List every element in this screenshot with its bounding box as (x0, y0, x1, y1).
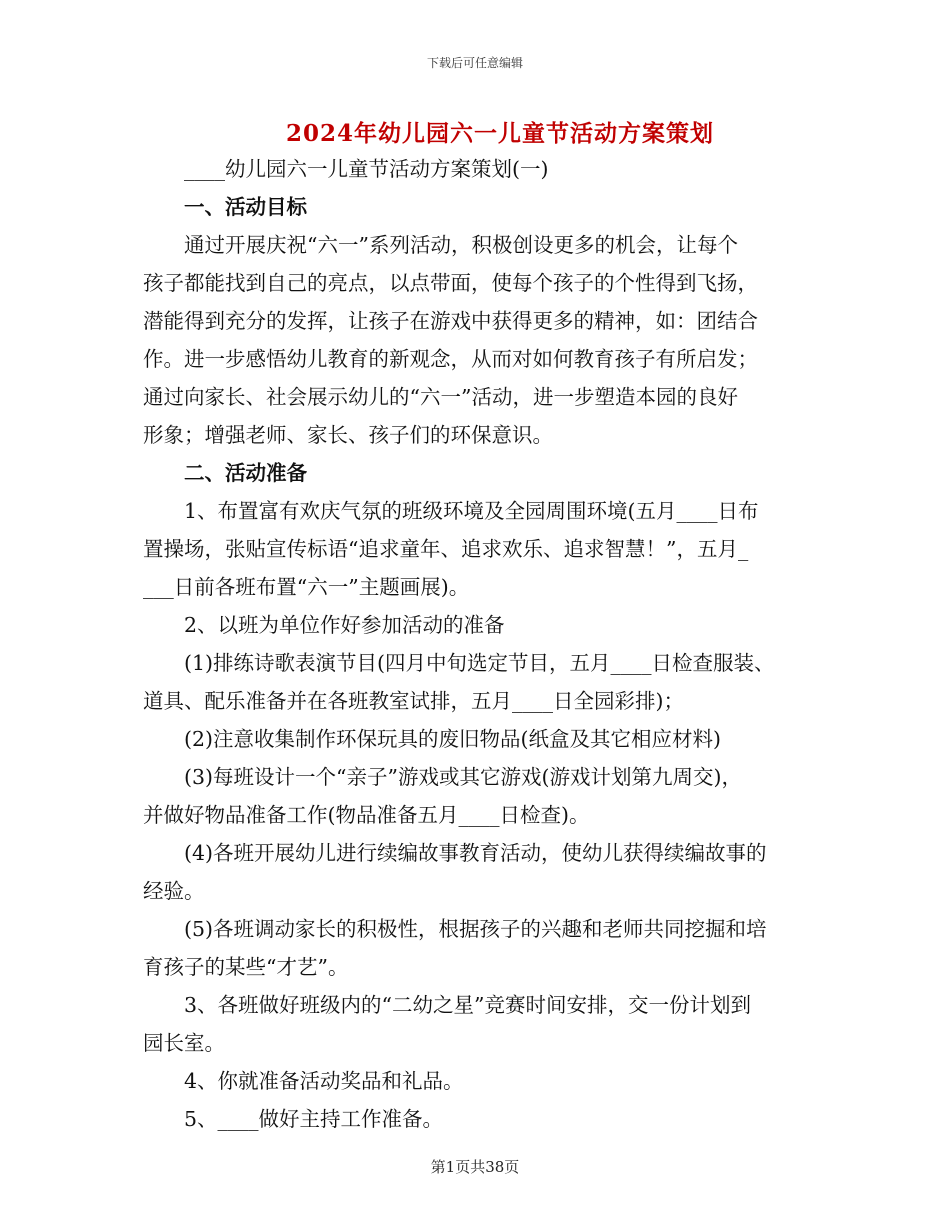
text-line: 通过向家长、社会展示幼儿的“六一”活动，进一步塑造本园的良好 (143, 385, 738, 409)
header-note: 下载后可任意编辑 (426, 56, 523, 70)
section-1-heading: 一、活动目标 (184, 195, 307, 219)
text-line: (3)每班设计一个“亲子”游戏或其它游戏(游戏计划第九周交)， (184, 765, 742, 789)
text-line: 园长室。 (143, 1031, 225, 1055)
sub-item-4-paragraph (143, 834, 813, 910)
item-3-paragraph (143, 986, 813, 1062)
page-number-footer: 第1页共38页 (430, 1158, 520, 1176)
text-line: 置操场，张贴宣传标语“追求童年、追求欢乐、追求智慧！”，五月_ (143, 537, 749, 561)
text-line: 作。进一步感悟幼儿教育的新观念，从而对如何教育孩子有所启发； (143, 347, 758, 371)
sub-item-1-paragraph (143, 644, 813, 720)
document-body (143, 150, 813, 1138)
text-line: 育孩子的某些“才艺”。 (143, 955, 349, 979)
text-line: 道具、配乐准备并在各班教室试排，五月____日全园彩排)； (143, 689, 684, 713)
item-5-paragraph: 5、____做好主持工作准备。 (184, 1107, 444, 1131)
subtitle: ____幼儿园六一儿童节活动方案策划(一) (184, 157, 549, 181)
sub-item-5-paragraph (143, 910, 813, 986)
text-line: 形象；增强老师、家长、孩子们的环保意识。 (143, 423, 553, 447)
item-2-paragraph: 2、以班为单位作好参加活动的准备 (184, 613, 505, 637)
sub-item-2-paragraph: (2)注意收集制作环保玩具的废旧物品(纸盒及其它相应材料) (184, 727, 722, 751)
text-line: (5)各班调动家长的积极性，根据孩子的兴趣和老师共同挖掘和培 (184, 917, 767, 941)
text-line: 孩子都能找到自己的亮点，以点带面，使每个孩子的个性得到飞扬， (143, 271, 758, 295)
text-line: ___日前各班布置“六一”主题画展)。 (143, 575, 470, 599)
section-2-heading: 二、活动准备 (184, 461, 307, 485)
document-title: 2024年幼儿园六一儿童节活动方案策划 (285, 120, 714, 147)
text-line: 潜能得到充分的发挥，让孩子在游戏中获得更多的精神，如：团结合 (143, 309, 758, 333)
sub-item-3-paragraph (143, 758, 813, 834)
text-line: 通过开展庆祝“六一”系列活动，积极创设更多的机会，让每个 (184, 233, 738, 257)
text-line: 1、布置富有欢庆气氛的班级环境及全园周围环境(五月____日布 (184, 499, 759, 523)
text-line: (1)排练诗歌表演节目(四月中旬选定节目，五月____日检查服装、 (184, 651, 775, 675)
text-line: 经验。 (143, 879, 205, 903)
section-1-paragraph (143, 226, 813, 454)
text-line: (4)各班开展幼儿进行续编故事教育活动，使幼儿获得续编故事的 (184, 841, 767, 865)
item-1-paragraph (143, 492, 813, 606)
text-line: 3、各班做好班级内的“二幼之星”竞赛时间安排，交一份计划到 (184, 993, 752, 1017)
item-4-paragraph: 4、你就准备活动奖品和礼品。 (184, 1069, 464, 1093)
text-line: 并做好物品准备工作(物品准备五月____日检查)。 (143, 803, 590, 827)
